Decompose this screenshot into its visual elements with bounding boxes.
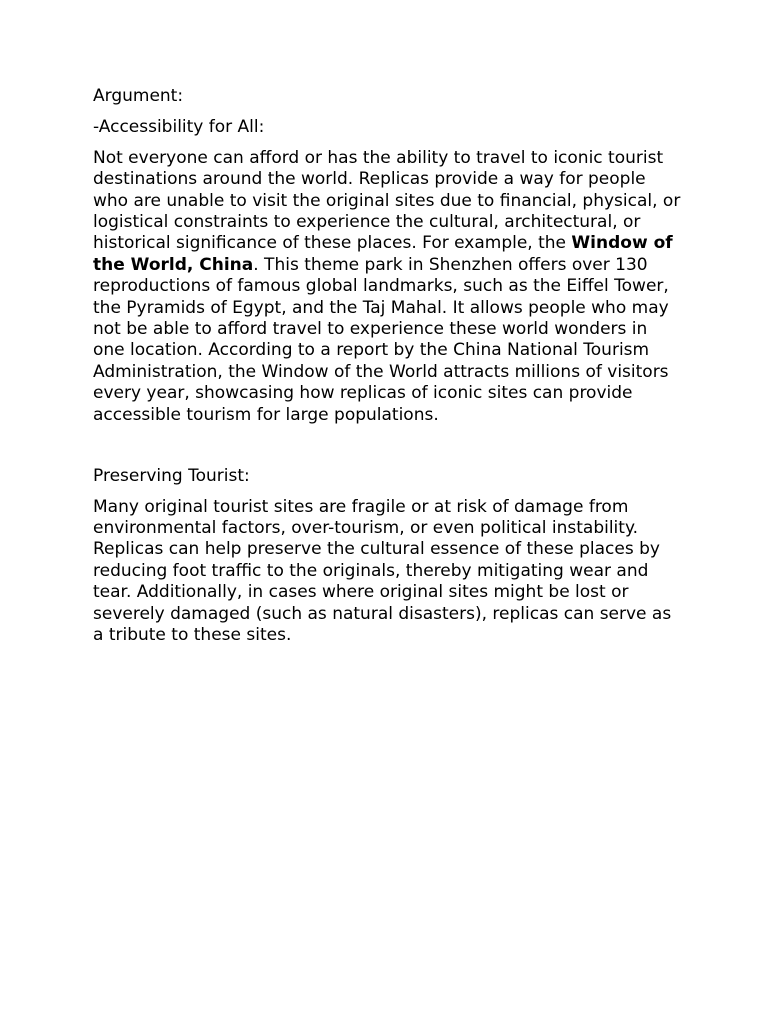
section-title-accessibility: -Accessibility for All: [93, 117, 265, 138]
paragraph-text-end: . This theme park in Shenzhen offers over 130 reproductions of famous global landmarks, such as the Eiffel Tower, the Pyramids of Egypt, and the Taj Mahal. It allows people who may not be able to afford travel to experience these world wonders in one location. According to a report by the China National Tourism Administration, the Window of the World attracts millions of visitors every year, showcasing how replicas of iconic sites can provide accessible tourism for large populations. [93, 254, 669, 425]
section-spacer [93, 426, 683, 466]
section-title-preserving: Preserving Tourist: [93, 466, 250, 487]
section-paragraph-accessibility [93, 148, 683, 426]
bold-highlight-window-of-the-world: Window of the World, China [93, 233, 673, 275]
section-paragraph-preserving: Many original tourist sites are fragile or at risk of damage from environmental factors, over-tourism, or even political instability. Replicas can help preserve the cultural essence of these places by reducing foot traffic to the originals, thereby mitigating wear and tear. Additionally, in cases where original sites might be lost or severely damaged (such as natural disasters), replicas can serve as a tribute to these sites. [93, 496, 672, 645]
paragraph-text-start: Not everyone can afford or has the ability to travel to iconic tourist destinations around the world. Replicas provide a way for people who are unable to visit the original sites due to financial, physical, or logistical constraints to experience the cultural, architectural, or historical significance of these places. For example, the [93, 147, 681, 254]
document-page [93, 86, 683, 646]
document-heading: Argument: [93, 86, 184, 106]
